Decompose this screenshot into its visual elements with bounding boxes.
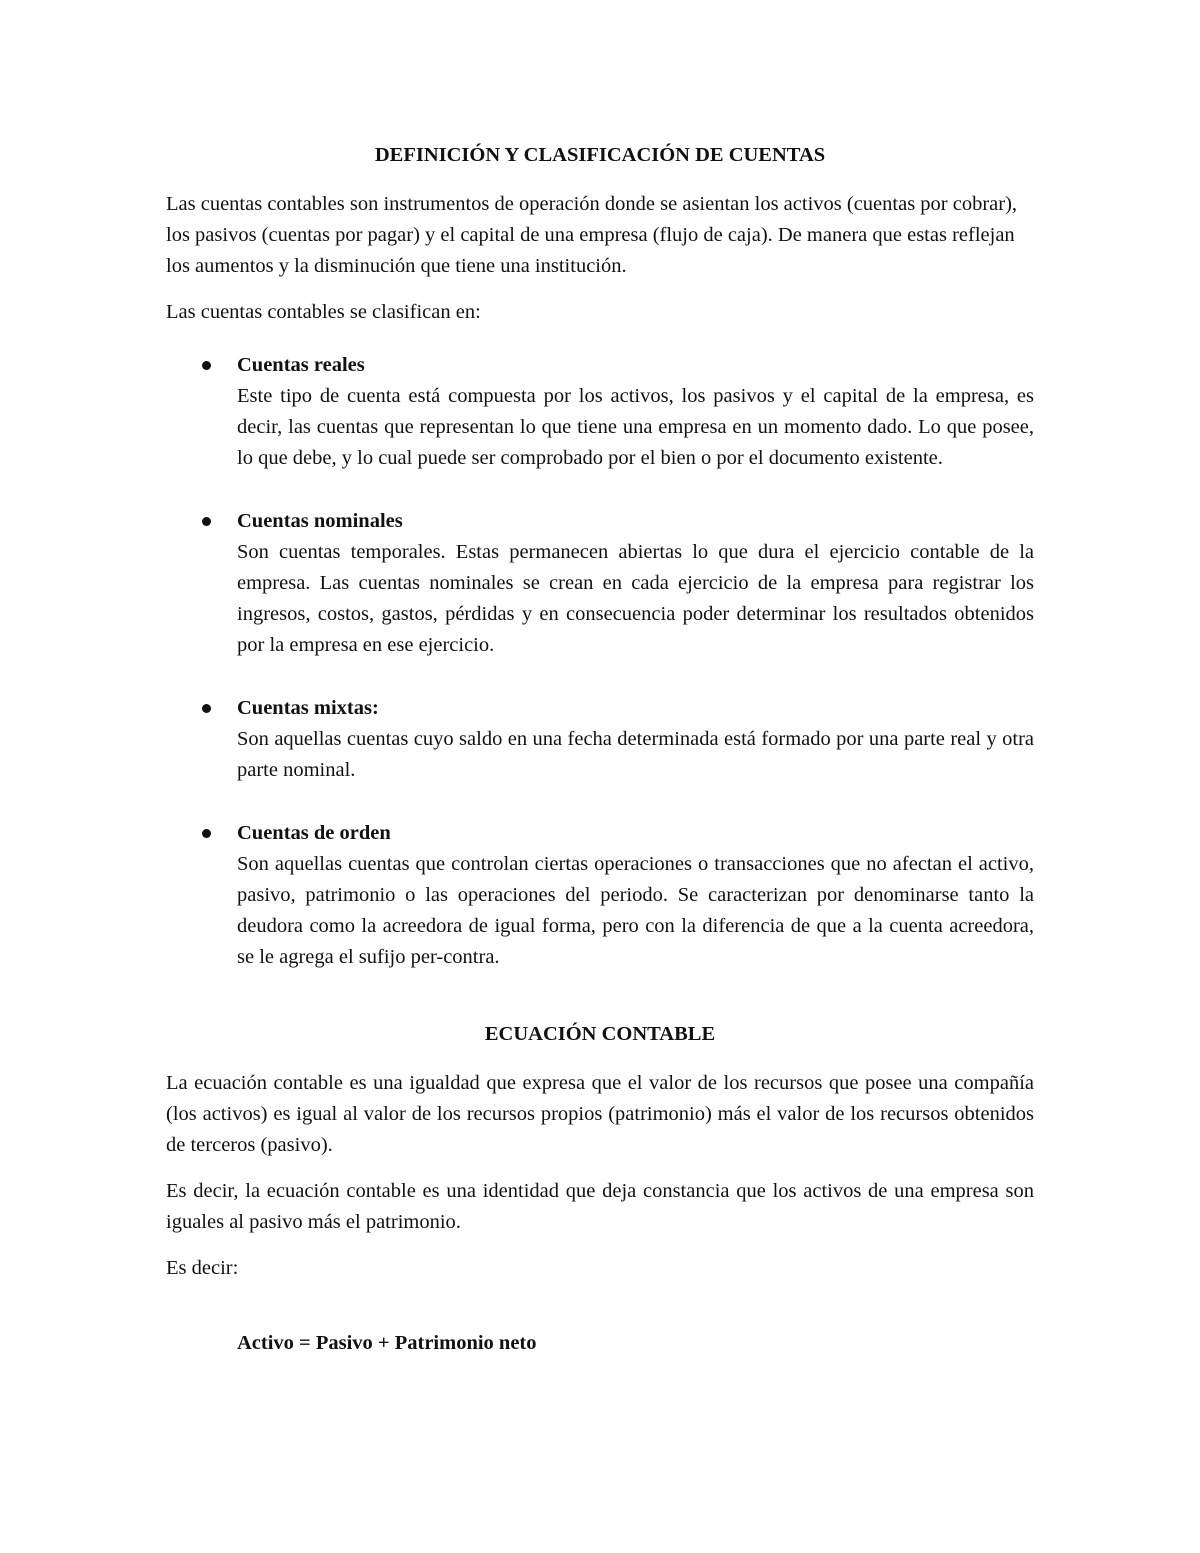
- bullet-icon: [202, 361, 211, 370]
- account-types-list: [166, 350, 1034, 973]
- intro-paragraph: Las cuentas contables son instrumentos de operación donde se asientan los activos (cuentas por cobrar), los pasivos (cuentas por pagar) y el capital de una empresa (flujo de caja). De manera que estas reflejan los aumentos y la disminución que tiene una institución.: [166, 193, 1018, 277]
- list-item-term: Cuentas nominales: [237, 510, 403, 532]
- document-body: [166, 140, 1034, 1359]
- list-item-description: Son aquellas cuentas que controlan ciertas operaciones o transacciones que no afectan el activo, pasivo, patrimonio o las operaciones del periodo. Se caracterizan por denominarse tanto la deudora como la acreedora de igual forma, pero con la diferencia de que a la cuenta acreedora, se le agrega el sufijo per-contra.: [237, 853, 1034, 968]
- equation-lead: Es decir:: [166, 1257, 239, 1279]
- equation-paragraph-2: Es decir, la ecuación contable es una identidad que deja constancia que los activos de una empresa son iguales al pasivo más el patrimonio.: [166, 1180, 1034, 1233]
- list-item-term: Cuentas de orden: [237, 822, 391, 844]
- bullet-icon: [202, 704, 211, 713]
- list-item-description: Este tipo de cuenta está compuesta por los activos, los pasivos y el capital de la empresa, es decir, las cuentas que representan lo que tiene una empresa en un momento dado. Lo que posee, lo que debe, y lo cual puede ser comprobado por el bien o por el documento existente.: [237, 385, 1034, 469]
- section-title-ecuacion: ECUACIÓN CONTABLE: [484, 1023, 716, 1045]
- section-title-cuentas: DEFINICIÓN Y CLASIFICACIÓN DE CUENTAS: [374, 144, 826, 166]
- list-item-description: Son cuentas temporales. Estas permanecen abiertas lo que dura el ejercicio contable de la empresa. Las cuentas nominales se crean en cada ejercicio de la empresa para registrar los ingresos, costos, gastos, pérdidas y en consecuencia poder determinar los resultados obtenidos por la empresa en ese ejercicio.: [237, 541, 1034, 656]
- equation-paragraph-1: La ecuación contable es una igualdad que expresa que el valor de los recursos que posee una compañía (los activos) es igual al valor de los recursos propios (patrimonio) más el valor de los recursos obtenidos de terceros (pasivo).: [166, 1072, 1034, 1156]
- list-item-term: Cuentas mixtas:: [237, 697, 379, 719]
- list-item-cuentas-de-orden: [166, 818, 1034, 973]
- list-item-cuentas-reales: [166, 350, 1034, 474]
- classification-lead: Las cuentas contables se clasifican en:: [166, 301, 481, 323]
- list-item-cuentas-nominales: [166, 506, 1034, 661]
- accounting-equation: Activo = Pasivo + Patrimonio neto: [237, 1332, 537, 1354]
- bullet-icon: [202, 829, 211, 838]
- list-item-description: Son aquellas cuentas cuyo saldo en una fecha determinada está formado por una parte real y otra parte nominal.: [237, 728, 1034, 781]
- bullet-icon: [202, 517, 211, 526]
- list-item-term: Cuentas reales: [237, 354, 365, 376]
- list-item-cuentas-mixtas: [166, 693, 1034, 786]
